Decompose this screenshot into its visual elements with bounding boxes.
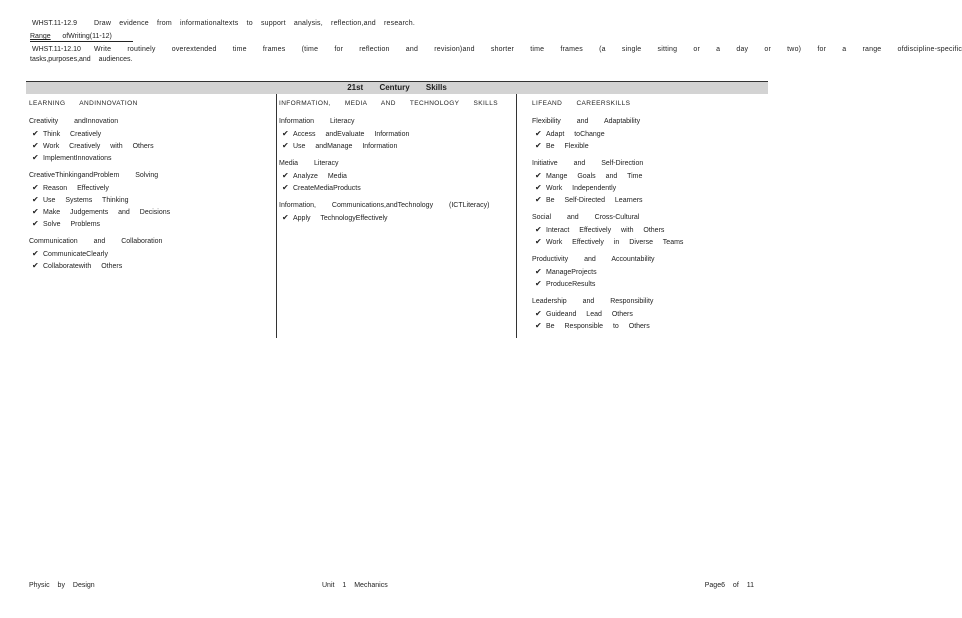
skill-item [532,236,762,248]
column-title: INFORMATION, MEDIA AND TECHNOLOGY SKILLS [279,100,498,107]
skill-item-label: Interact Effectively with Others [546,227,665,234]
checkmark-icon: ✔ [535,267,542,276]
checkmark-icon: ✔ [32,207,39,216]
skill-item-label: Work Independently [546,185,617,192]
range-of-writing-heading [30,32,112,41]
standard-code: WHST.11-12.10 [32,46,81,53]
skill-item [532,182,762,194]
skill-item [532,266,762,278]
checkmark-icon: ✔ [282,129,289,138]
skills-column-learning [29,98,259,278]
standard-whst-10-continuation: tasks,purposes,and audiences. [30,56,133,63]
skill-item-label: Solve Problems [43,221,101,228]
skill-group-title: Information Literacy [279,118,355,125]
standard-whst-10 [32,45,962,54]
checkmark-icon: ✔ [282,183,289,192]
skill-item-label: Collaboratewith Others [43,263,123,270]
skill-group-title: CreativeThinkingandProblem Solving [29,172,159,179]
standard-whst-9 [32,19,415,28]
checkmark-icon: ✔ [32,141,39,150]
skill-item-label: Mange Goals and Time [546,173,643,180]
skill-item-label: ManageProjects [546,269,597,276]
checkmark-icon: ✔ [535,279,542,288]
skill-group-title: Initiative and Self-Direction [532,160,644,167]
checkmark-icon: ✔ [282,171,289,180]
checkmark-icon: ✔ [535,183,542,192]
skill-group [29,236,259,272]
skill-item [29,206,259,218]
standard-code: WHST.11-12.9 [32,20,77,27]
skill-item [532,170,762,182]
checkmark-icon: ✔ [282,141,289,150]
skill-item [532,140,762,152]
skill-item [532,224,762,236]
skill-item-label: Make Judgements and Decisions [43,209,171,216]
checkmark-icon: ✔ [535,141,542,150]
checkmark-icon: ✔ [32,195,39,204]
checkmark-icon: ✔ [535,237,542,246]
heading-underline [30,41,133,42]
skill-item [279,128,509,140]
skill-item [29,140,259,152]
skill-item-label: Use andManage Information [293,143,398,150]
skill-group-title: Communication and Collaboration [29,238,163,245]
skill-item-label: Think Creatively [43,131,102,138]
skill-group [29,170,259,230]
checkmark-icon: ✔ [32,249,39,258]
skill-item [29,128,259,140]
standard-text: Draw evidence from informationaltexts to support analysis, reflection,and research. [94,20,415,27]
skill-item [279,140,509,152]
skill-item [532,194,762,206]
skill-group [279,116,509,152]
skill-group-title: Information, Communications,andTechnology (ICTLiteracy) [279,202,490,209]
skill-item [29,194,259,206]
skill-item-label: Be Responsible to Others [546,323,650,330]
checkmark-icon: ✔ [32,261,39,270]
skill-item-label: CreateMediaProducts [293,185,361,192]
skill-item-label: Adapt toChange [546,131,605,138]
skill-group [532,116,762,152]
skill-item-label: Apply TechnologyEffectively [293,215,388,222]
skill-group [279,158,509,194]
skill-item [532,278,762,290]
skill-group [532,158,762,206]
skill-item-label: Analyze Media [293,173,347,180]
range-text: ofWriting(11-12) [62,33,112,40]
skill-group-title: Media Literacy [279,160,339,167]
skill-item-label: Use Systems Thinking [43,197,129,204]
checkmark-icon: ✔ [32,219,39,228]
footer-page-number: Page6 of 11 [704,582,754,589]
column-title: LEARNING ANDINNOVATION [29,100,138,107]
skill-item [29,248,259,260]
skill-item [279,170,509,182]
checkmark-icon: ✔ [32,129,39,138]
skill-group [532,254,762,290]
checkmark-icon: ✔ [535,129,542,138]
skill-group [532,296,762,332]
column-title: LIFEAND CAREERSKILLS [532,100,631,107]
checkmark-icon: ✔ [282,213,289,222]
skill-item [29,260,259,272]
skill-item-label: ImplementInnovations [43,155,112,162]
checkmark-icon: ✔ [535,195,542,204]
column-divider [516,94,517,338]
skill-item [29,182,259,194]
range-label: Range [30,33,51,40]
skill-item-label: CommunicateClearly [43,251,108,258]
checkmark-icon: ✔ [535,309,542,318]
skill-item-label: Work Effectively in Diverse Teams [546,239,684,246]
checkmark-icon: ✔ [535,321,542,330]
checkmark-icon: ✔ [535,171,542,180]
footer-middle: Unit 1 Mechanics [322,582,388,589]
skill-group-title: Flexibility and Adaptability [532,118,641,125]
skill-group-title: Creativity andInnovation [29,118,119,125]
skill-item [29,218,259,230]
skill-item [532,308,762,320]
skill-item [279,182,509,194]
skill-group [279,200,509,224]
skill-item-label: Access andEvaluate Information [293,131,410,138]
standard-text: Write routinely overextended time frames (time for reflection and revision)and shorter time frames (a single sitting or a day or two) for a range ofdiscipline-specific [94,46,962,53]
skills-column-information [279,98,509,230]
skill-group [29,116,259,164]
skill-item [532,320,762,332]
skills-column-life-career [532,98,762,338]
checkmark-icon: ✔ [32,183,39,192]
skill-item [532,128,762,140]
checkmark-icon: ✔ [535,225,542,234]
skill-item [279,212,509,224]
skill-item-label: Reason Effectively [43,185,109,192]
skill-group [532,212,762,248]
skill-group-title: Leadership and Responsibility [532,298,654,305]
footer-left: Physic by Design [29,582,95,589]
skill-group-title: Social and Cross-Cultural [532,214,640,221]
skill-item-label: ProduceResults [546,281,596,288]
skill-item-label: Be Self-Directed Learners [546,197,643,204]
skill-item [29,152,259,164]
skill-group-title: Productivity and Accountability [532,256,655,263]
column-divider [276,94,277,338]
checkmark-icon: ✔ [32,153,39,162]
skill-item-label: Work Creatively with Others [43,143,154,150]
skills-banner: 21st Century Skills [26,81,768,94]
skill-item-label: Guideand Lead Others [546,311,633,318]
skill-item-label: Be Flexible [546,143,589,150]
